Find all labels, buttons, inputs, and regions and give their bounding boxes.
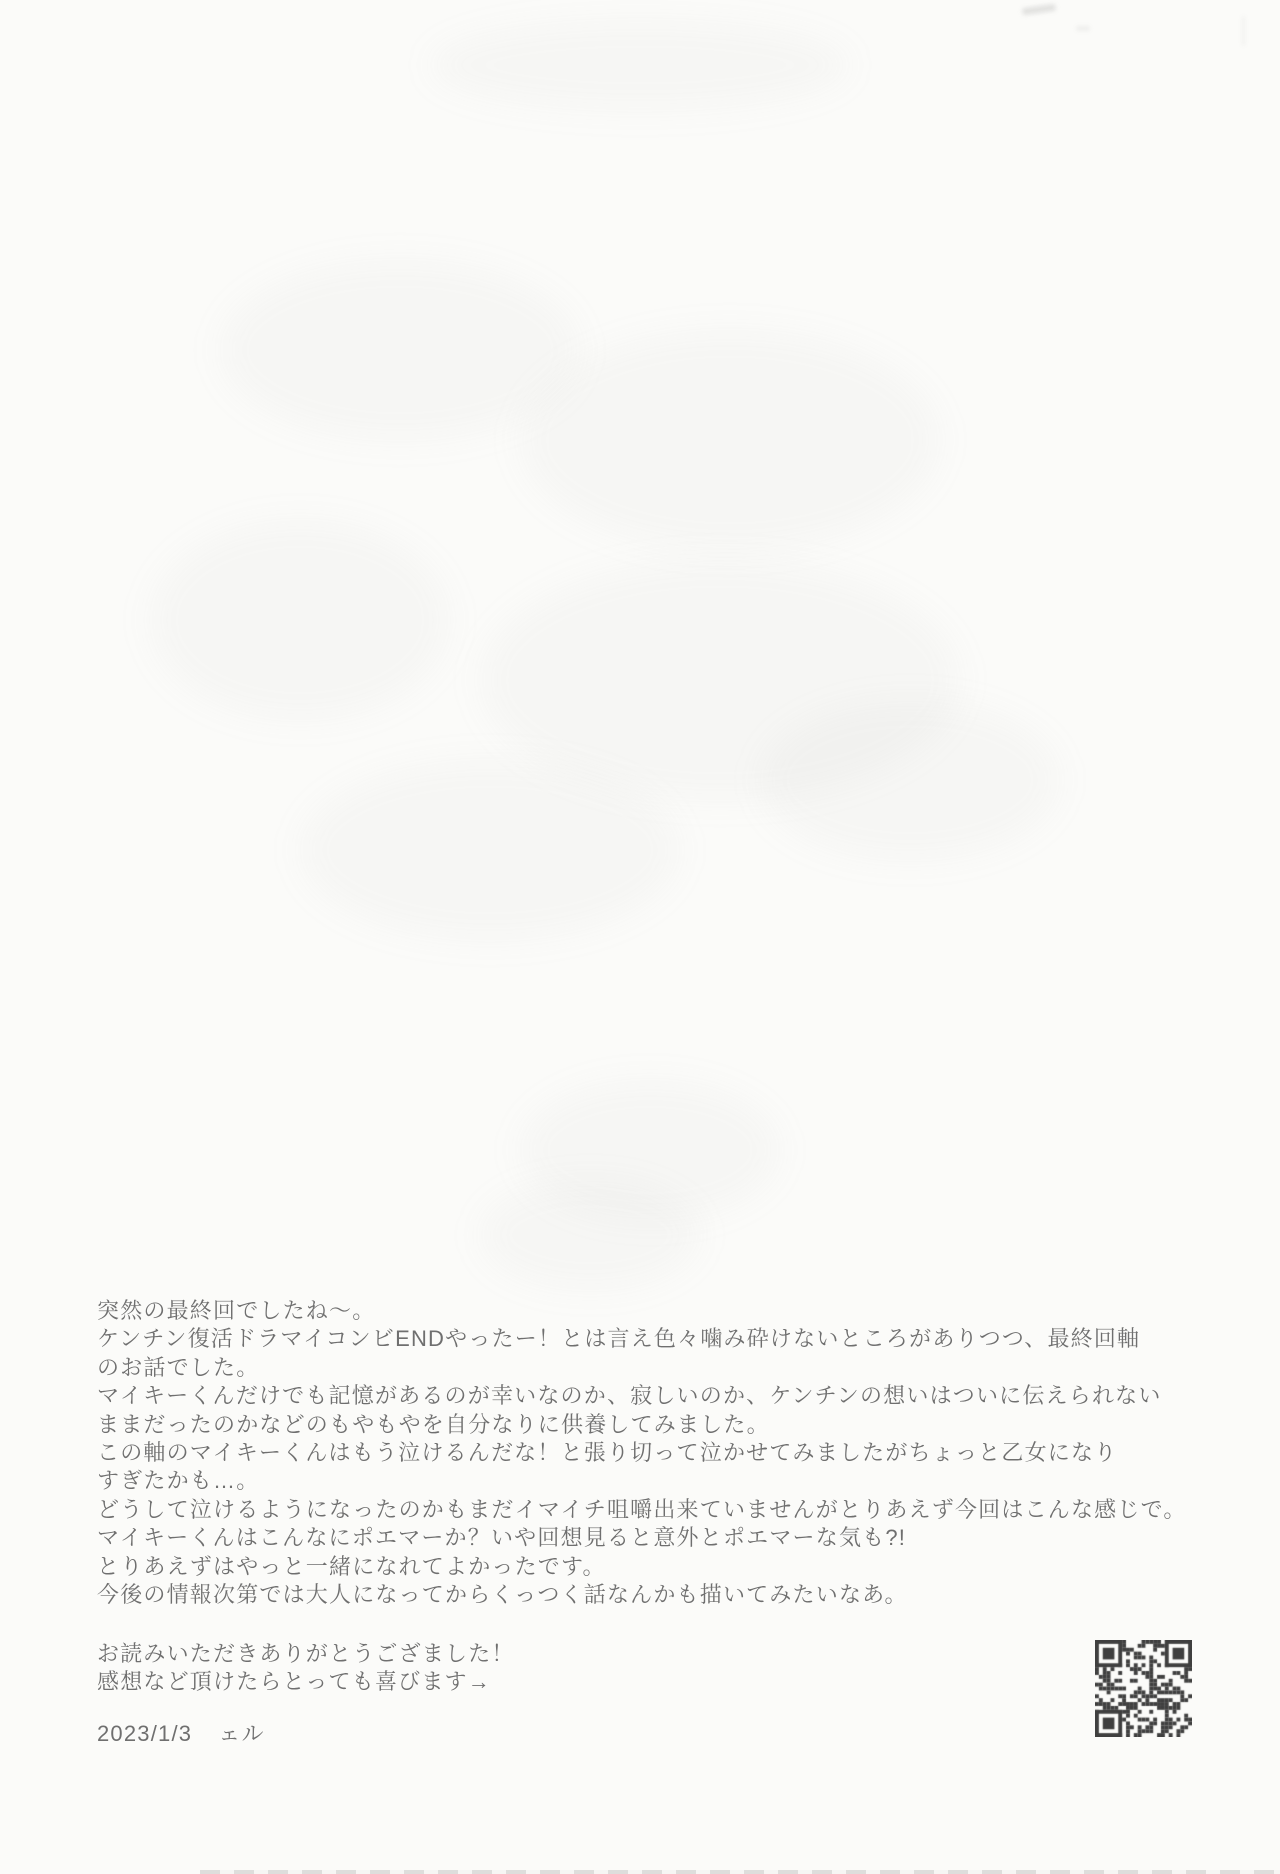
author-name: ェル xyxy=(218,1721,265,1746)
afterword-line: のお話でした。 xyxy=(97,1354,260,1380)
afterword-line: 突然の最終回でしたね〜。 xyxy=(97,1298,376,1323)
afterword-text xyxy=(97,1297,1187,1609)
afterword-line: 今後の情報次第では大人になってからくっつく話なんかも描いてみたいなあ。 xyxy=(97,1581,908,1607)
afterword-line: この軸のマイキーくんはもう泣けるんだな！と張り切って泣かせてみましたがちょっと乙女になり xyxy=(97,1439,1118,1465)
afterword-line: ケンチン復活ドラマイコンビENDやったー！とは言え色々噛み砕けないところがありつつ、最終回軸 xyxy=(97,1326,1141,1352)
thanks-text xyxy=(97,1640,515,1696)
afterword-line: どうして泣けるようになったのかもまだイマイチ咀嚼出来ていませんがとりあえず今回はこんな感じで。 xyxy=(97,1496,1187,1522)
afterword-line: すぎたかも…。 xyxy=(97,1468,260,1494)
thanks-line: 感想など頂けたらとっても喜びます→ xyxy=(97,1669,491,1694)
qr-code xyxy=(1095,1640,1192,1737)
afterword-line: とりあえずはやっと一緒になれてよかったです。 xyxy=(97,1553,606,1579)
afterword-line: ままだったのかなどのもやもやを自分なりに供養してみました。 xyxy=(97,1411,770,1437)
colophon xyxy=(97,1720,265,1748)
thanks-line: お読みいただきありがとうござました！ xyxy=(97,1641,515,1666)
afterword-line: マイキーくんだけでも記憶があるのが幸いなのか、寂しいのか、ケンチンの想いはついに伝えられない xyxy=(97,1383,1162,1409)
date-text: 2023/1/3 xyxy=(97,1721,193,1746)
afterword-line: マイキーくんはこんなにポエマーか？いや回想見ると意外とポエマーな気も?! xyxy=(97,1525,907,1551)
scan-bottom-edge xyxy=(200,1870,1280,1874)
